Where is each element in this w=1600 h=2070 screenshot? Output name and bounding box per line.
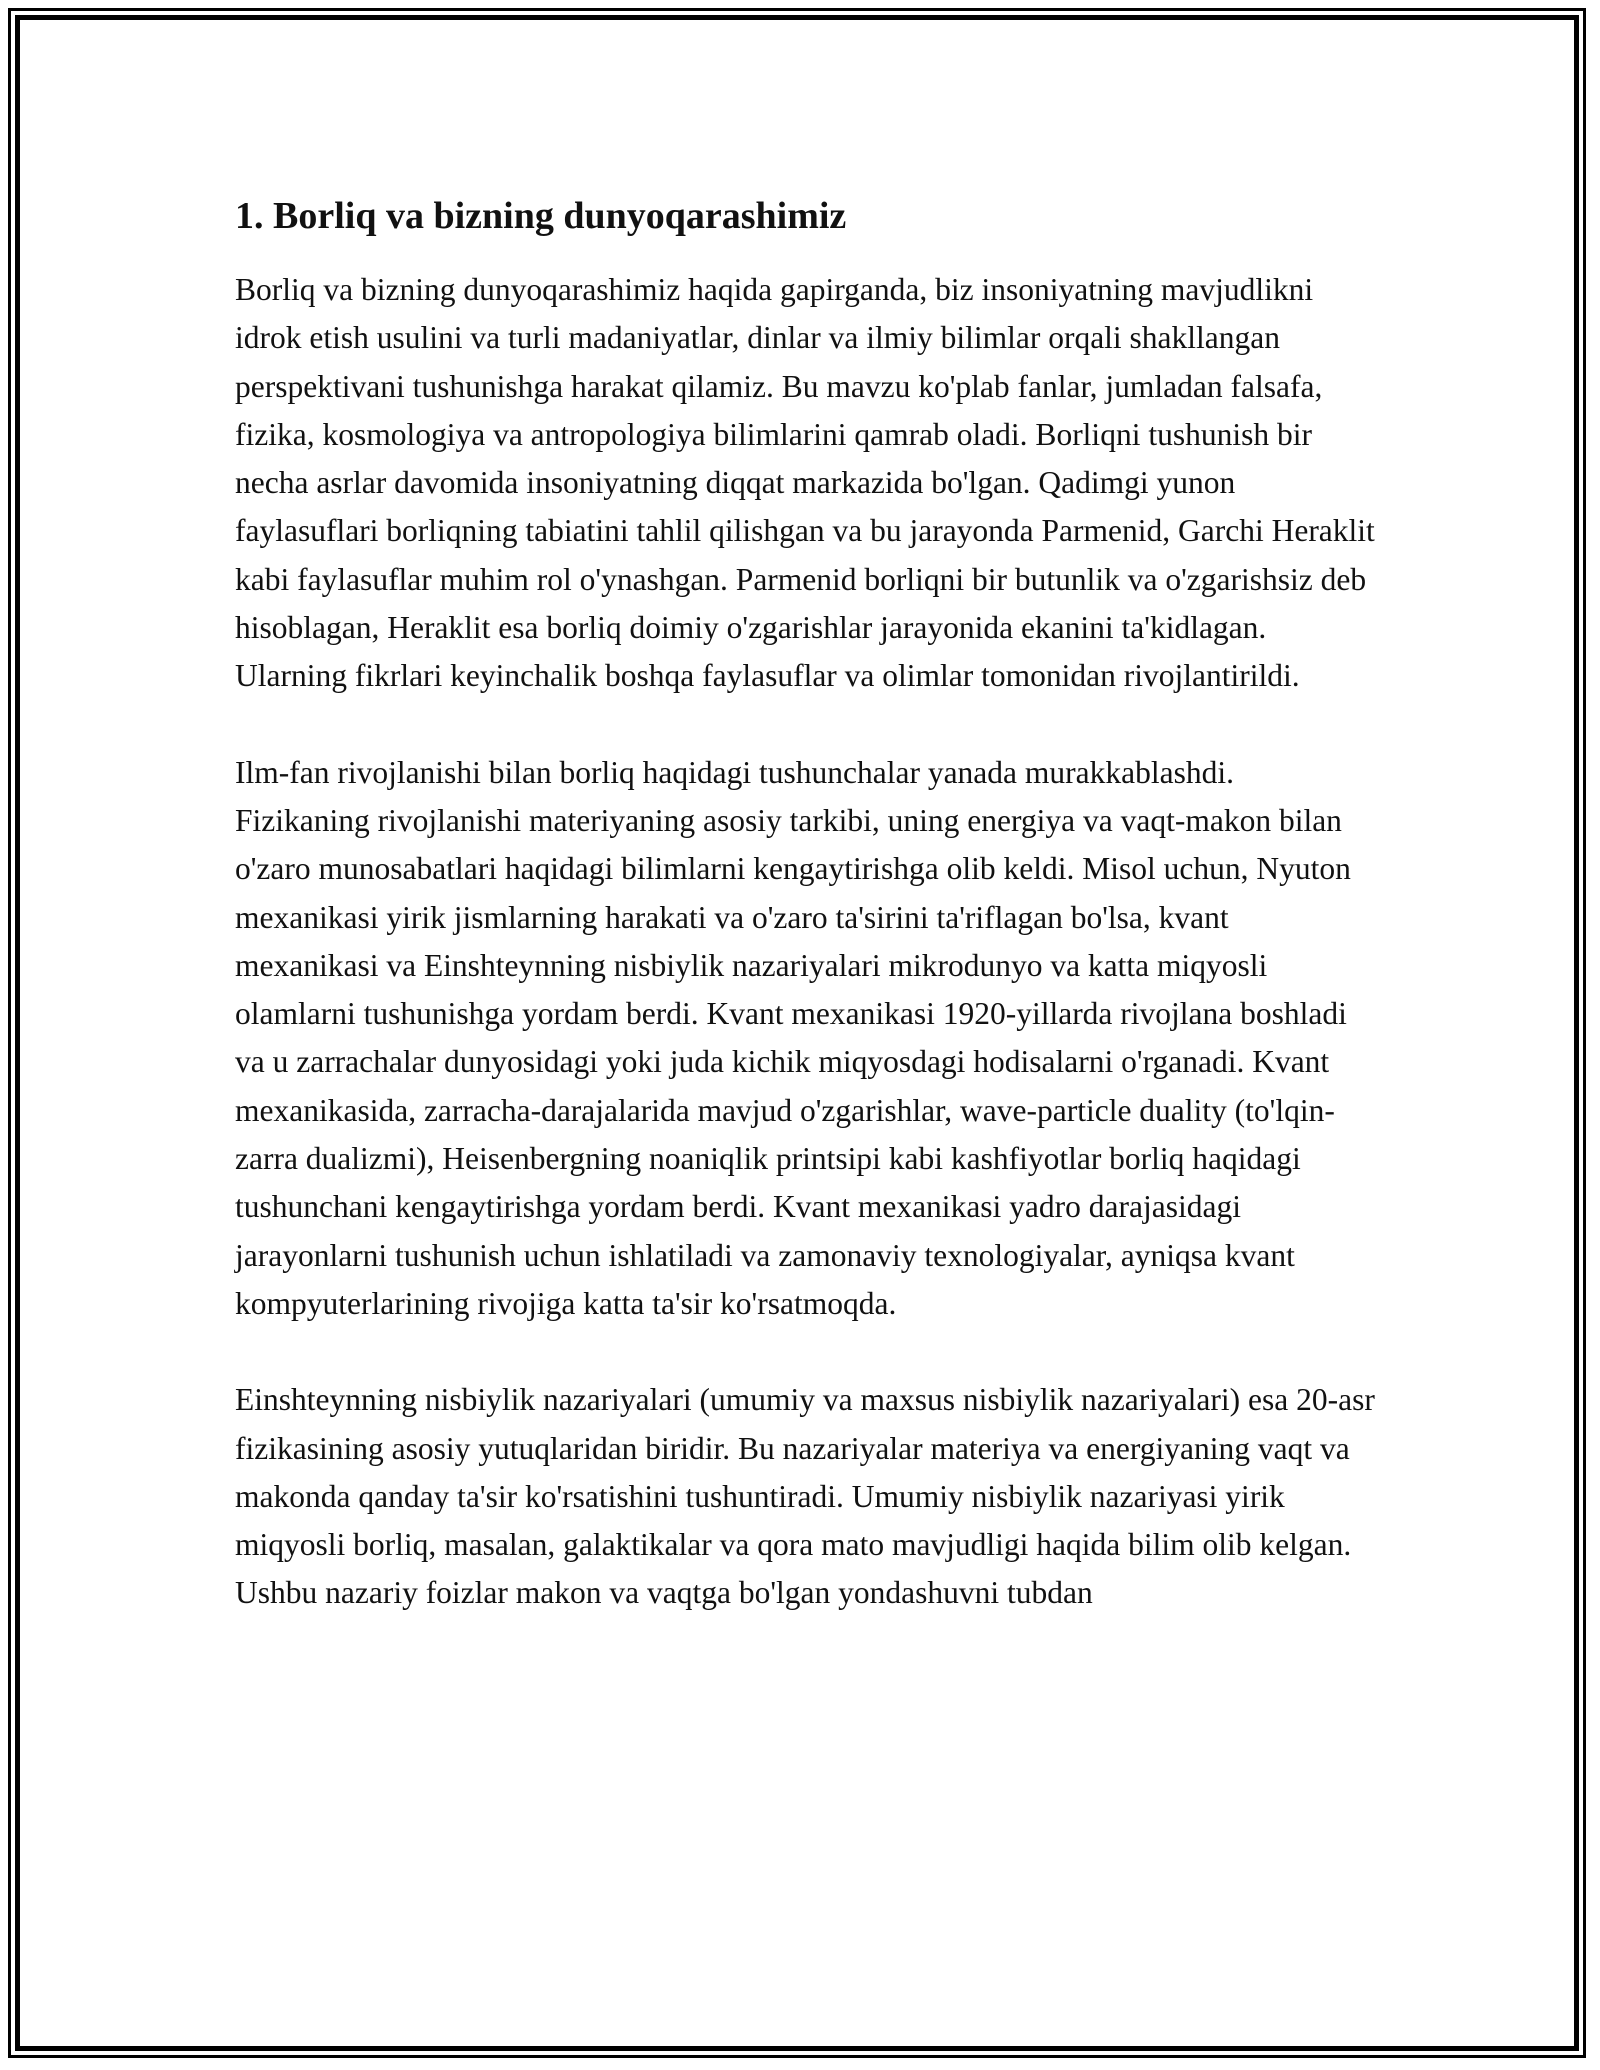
paragraph-2: Ilm-fan rivojlanishi bilan borliq haqidagi tushunchalar yanada murakkablashdi. Fizikaning rivojlanishi materiyaning asosiy tarkibi, uning energiya va vaqt-makon bilan o'zaro munosabatlari haqidagi bilimlarni kengaytirishga olib keldi. Misol uchun, Nyuton mexanikasi yirik jismlarning harakati va o'zaro ta'sirini ta'riflagan bo'lsa, kvant mexanikasi va Einshteynning nisbiylik nazariyalari mikrodunyo va katta miqyosli olamlarni tushunishga yordam berdi. Kvant mexanikasi 1920-yillarda rivojlana boshladi va u zarrachalar dunyosidagi yoki juda kichik miqyosdagi hodisalarni o'rganadi. Kvant mexanikasida, zarracha-darajalarida mavjud o'zgarishlar, wave-particle duality (to'lqin-zarra dualizmi), Heisenbergning noaniqlik printsipi kabi kashfiyotlar borliq haqidagi tushunchani kengaytirishga yordam berdi. Kvant mexanikasi yadro darajasidagi jarayonlarni tushunish uchun ishlatiladi va zamonaviy texnologiyalar, ayniqsa kvant kompyuterlarining rivojiga katta ta'sir ko'rsatmoqda. — [235, 754, 1351, 1321]
paragraph-1: Borliq va bizning dunyoqarashimiz haqida gapirganda, biz insoniyatning mavjudlikni idrok etish usulini va turli madaniyatlar, dinlar va ilmiy bilimlar orqali shakllangan perspektivani tushunishga harakat qilamiz. Bu mavzu ko'plab fanlar, jumladan falsafa, fizika, kosmologiya va antropologiya bilimlarini qamrab oladi. Borliqni tushunish bir necha asrlar davomida insoniyatning diqqat markazida bo'lgan. Qadimgi yunon faylasuflari borliqning tabiatini tahlil qilishgan va bu jarayonda Parmenid, Garchi Heraklit kabi faylasuflar muhim rol o'ynashgan. Parmenid borliqni bir butunlik va o'zgarishsiz deb hisoblagan, Heraklit esa borliq doimiy o'zgarishlar jarayonida ekanini ta'kidlagan. Ularning fikrlari keyinchalik boshqa faylasuflar va olimlar tomonidan rivojlantirildi. — [235, 272, 1375, 694]
section-heading: 1. Borliq va bizning dunyoqarashimiz — [235, 195, 847, 237]
document-body — [235, 188, 1375, 1666]
paragraph-3: Einshteynning nisbiylik nazariyalari (umumiy va maxsus nisbiylik nazariyalari) esa 20-asr fizikasining asosiy yutuqlaridan biridir. Bu nazariyalar materiya va energiyaning vaqt va makonda qanday ta'sir ko'rsatishini tushuntiradi. Umumiy nisbiylik nazariyasi yirik miqyosli borliq, masalan, galaktikalar va qora mato mavjudligi haqida bilim olib kelgan. Ushbu nazariy foizlar makon va vaqtga bo'lgan yondashuvni tubdan — [235, 1382, 1375, 1611]
